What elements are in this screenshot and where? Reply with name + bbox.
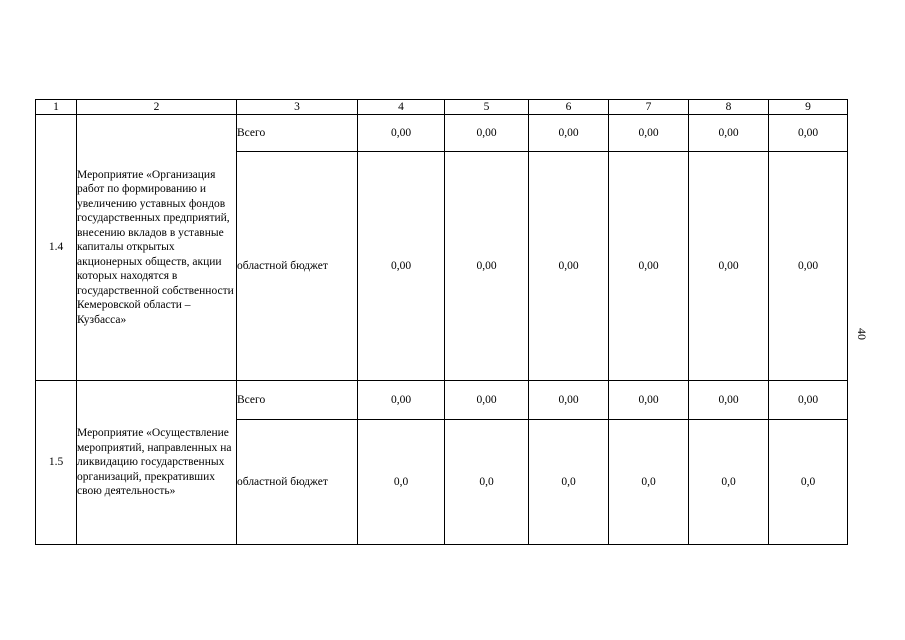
value-cell: 0,00 [445,152,529,381]
value-cell: 0,0 [689,420,769,545]
value-cell: 0,00 [445,115,529,152]
value-cell: 0,00 [689,381,769,420]
value-cell: 0,00 [358,115,445,152]
table-row [36,115,848,152]
header-cell: 1 [36,100,77,115]
header-cell: 9 [769,100,848,115]
header-cell: 5 [445,100,529,115]
value-cell: 0,0 [358,420,445,545]
funding-source-label: областной бюджет [237,420,358,545]
value-cell: 0,00 [689,115,769,152]
header-cell: 8 [689,100,769,115]
row-number: 1.5 [36,381,77,545]
value-cell: 0,00 [358,152,445,381]
value-cell: 0,00 [529,152,609,381]
funding-source-label: Всего [237,115,358,152]
funding-source-label: Всего [237,381,358,420]
header-cell: 7 [609,100,689,115]
value-cell: 0,00 [609,381,689,420]
header-cell: 6 [529,100,609,115]
table-row [36,381,848,420]
value-cell: 0,00 [769,381,848,420]
value-cell: 0,0 [609,420,689,545]
table-header-row [36,100,848,115]
value-cell: 0,00 [609,152,689,381]
header-cell: 3 [237,100,358,115]
page-number: 40 [855,328,869,340]
header-cell: 4 [358,100,445,115]
activity-description: Мероприятие «Осуществление мероприятий, направленных на ликвидацию государственных организаций, прекративших свою деятельность» [77,381,237,545]
budget-table [35,99,848,545]
value-cell: 0,00 [609,115,689,152]
value-cell: 0,0 [445,420,529,545]
value-cell: 0,0 [529,420,609,545]
value-cell: 0,00 [769,152,848,381]
value-cell: 0,00 [529,381,609,420]
value-cell: 0,00 [769,115,848,152]
activity-description: Мероприятие «Организация работ по формированию и увеличению уставных фондов государственных предприятий, внесению вкладов в уставные капиталы открытых акционерных обществ, акции которых находятся в государственной собственности Кемеровской области – Кузбасса» [77,115,237,381]
header-cell: 2 [77,100,237,115]
funding-source-label: областной бюджет [237,152,358,381]
value-cell: 0,00 [358,381,445,420]
value-cell: 0,00 [445,381,529,420]
row-number: 1.4 [36,115,77,381]
value-cell: 0,00 [689,152,769,381]
value-cell: 0,0 [769,420,848,545]
value-cell: 0,00 [529,115,609,152]
